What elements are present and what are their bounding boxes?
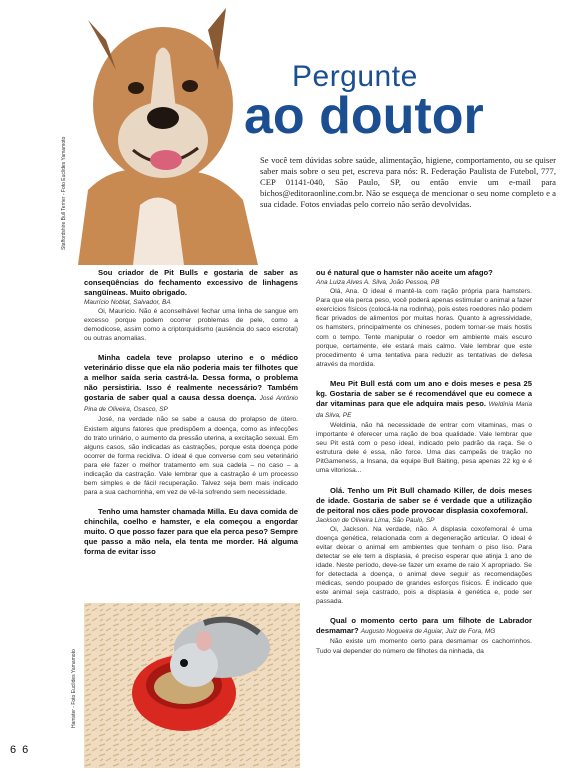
question-2: Minha cadela teve prolapso uterino e o médico veterinário disse que ela não poderia mais ter filhotes que a melhor saída seria castrá-la. Dessa forma, o problema não persistiria. Isso é realmente necessário? Também gostaria de saber qual a causa dessa doença. José Antônio Pina de Oliveira, Osasco, SP <box>84 353 298 414</box>
intro-text: Se você tem dúvidas sobre saúde, alimentação, higiene, comportamento, ou se quiser saber mais sobre o seu pet, escreva para nós: R. Federação Paulista de Futebol, 777, CEP 01141-040, São Paulo, SP, ou então envie um e-mail para bichos@editoraonline.com.br. Não se esqueça de mencionar o seu nome completo e a sua cidade. Fotos enviadas pelo correio não serão devolvidas. <box>260 155 556 209</box>
right-column <box>316 268 532 656</box>
question-1-signature: Maurício Noblat, Salvador, BA <box>84 299 171 306</box>
answer-1: Oi, Maurício. Não é aconselhável fechar uma linha de sangue em excesso porque podem ocorrer problemas de pele, como a demodicose, assim como a criptorquidismo (ausência do saco escrotal) ou outras anomalias. <box>84 308 298 343</box>
dog-photo <box>58 0 258 265</box>
answer-4: Weldinia, não há necessidade de entrar com vitaminas, mas o importante é oferecer uma ração de boa qualidade. Vale lembrar que seu Pit está com o peso ideal, indicado pelo padrão da raça. Se o estrutura dele é essa, não force. Uma das campeãs de tração no PitGameness, a Insana, da equipe Bull Baiting, pesa apenas 22 kg e é uma vitoriosa... <box>316 421 532 475</box>
question-5-signature: Jackson de Oliveira Lima, São Paulo, SP <box>316 516 435 524</box>
hamster-photo-credit: Hamster - Foto Euclides Yamamoto <box>71 649 77 728</box>
question-4-signature: Weldinia Maria da Silva, PE <box>316 400 532 419</box>
page-number: 66 <box>10 744 35 756</box>
question-4: Meu Pit Bull está com um ano e dois meses e pesa 25 kg. Gostaria de saber se é recomendável que eu comece a dar vitaminas para que ele adquira mais peso. Weldinia Maria da Silva, PE <box>316 378 532 419</box>
hamster-photo <box>84 603 300 768</box>
question-6-signature: Augusto Nogueira de Aguiar, Juiz de Fora, MG <box>360 628 496 636</box>
answer-6: Não existe um momento certo para desmamar os cachorrinhos. Tudo vai depender do número de filhotes da ninhada, da <box>316 638 532 655</box>
answer-2: José, na verdade não se sabe a causa do prolapso de útero. Existem alguns fatores que predispõem a doença, como as infecções do trato urinário, o aumento da pressão uterina, a excitação sexual. Em alguns casos, são indicadas as castrações, porque esta doença pode ocorrer de forma recidiva. O ideal é que converse com seu veterinário para ele fazer o melhor tratamento em sua cadela – no caso – a indicação da castração. Vale lembrar que a castração é um processo bem simples e de fácil recuperação. Talvez seja bem mais indicado para a sua cachorrinha, em vez de vê-la sofrendo sem necessidade. <box>84 416 298 497</box>
page-title-line1: Pergunte <box>292 60 418 93</box>
answer-5: Oi, Jackson. Na verdade, não. A displasia coxofemoral é uma doença genética, relacionada com a degeneração articular. O ideal é evitar deixar o animal em ambientes que tenham o piso liso. Para detectar se ele tem a displasia, é preciso esperar que atinja 1 ano de idade. Neste período, deve-se fazer um exame de raio X apropriado. Se for detectada a doença, o animal deve seguir as recomendações médicas, sendo poupado de grandes esforços físicos. É indicado que este animal seja castrado, pois a displasia é genética e, pode ser passada. <box>316 525 532 606</box>
question-5: Olá. Tenho um Pit Bull chamado Killer, de dois meses de idade. Gostaria de saber se é verdade que a utilização de peitoral nos cães pode provocar displasia coxofemoral. <box>316 485 532 515</box>
left-column <box>84 268 298 557</box>
answer-3: Olá, Ana. O ideal é mantê-la com ração própria para hamsters. Para que ela perca peso, você poderá apenas estimular o animal a fazer exercícios físicos (colocá-la na rodinha), pois estes roedores não podem ficar privados de alimentos por muitas horas. Quanto à agressividade, os hamsters, principalmente os chineses, podem tornar-se mais hostis com o tempo. Tente manipular o roedor em ambiente mais escuro porque, certamente, ele estará mais calmo. Vale lembrar que este procedimento é uma tentativa para reduzir as tentativas de defesa através da mordida. <box>316 288 532 368</box>
question-3-end: ou é natural que o hamster não aceite um afago? <box>316 268 493 277</box>
question-2-signature: José Antônio Pina de Oliveira, Osasco, SP <box>84 395 298 414</box>
question-6: Qual o momento certo para um filhote de Labrador desmamar? Augusto Nogueira de Aguiar, Juiz de Fora, MG <box>316 616 532 636</box>
dog-photo-credit: Staffordshire Bull Terrier - Foto Euclides Yamamoto <box>61 136 67 250</box>
question-1: Sou criador de Pit Bulls e gostaria de saber as conseqüências do fechamento excessivo de linhagens sangüíneas. Muito obrigado. <box>84 268 298 297</box>
question-3: Tenho uma hamster chamada Milla. Eu dava comida de chinchila, coelho e hamster, e ela começou a engordar muito. O que posso fazer para que ela perca peso? Sempre que passo a mão nela, ela tenta me morder. Há alguma forma de evitar isso <box>84 507 298 557</box>
page-title-line2: ao doutor <box>244 87 484 145</box>
question-3-signature: Ana Luiza Alves A. Silva, João Pessoa, PB <box>316 279 440 286</box>
